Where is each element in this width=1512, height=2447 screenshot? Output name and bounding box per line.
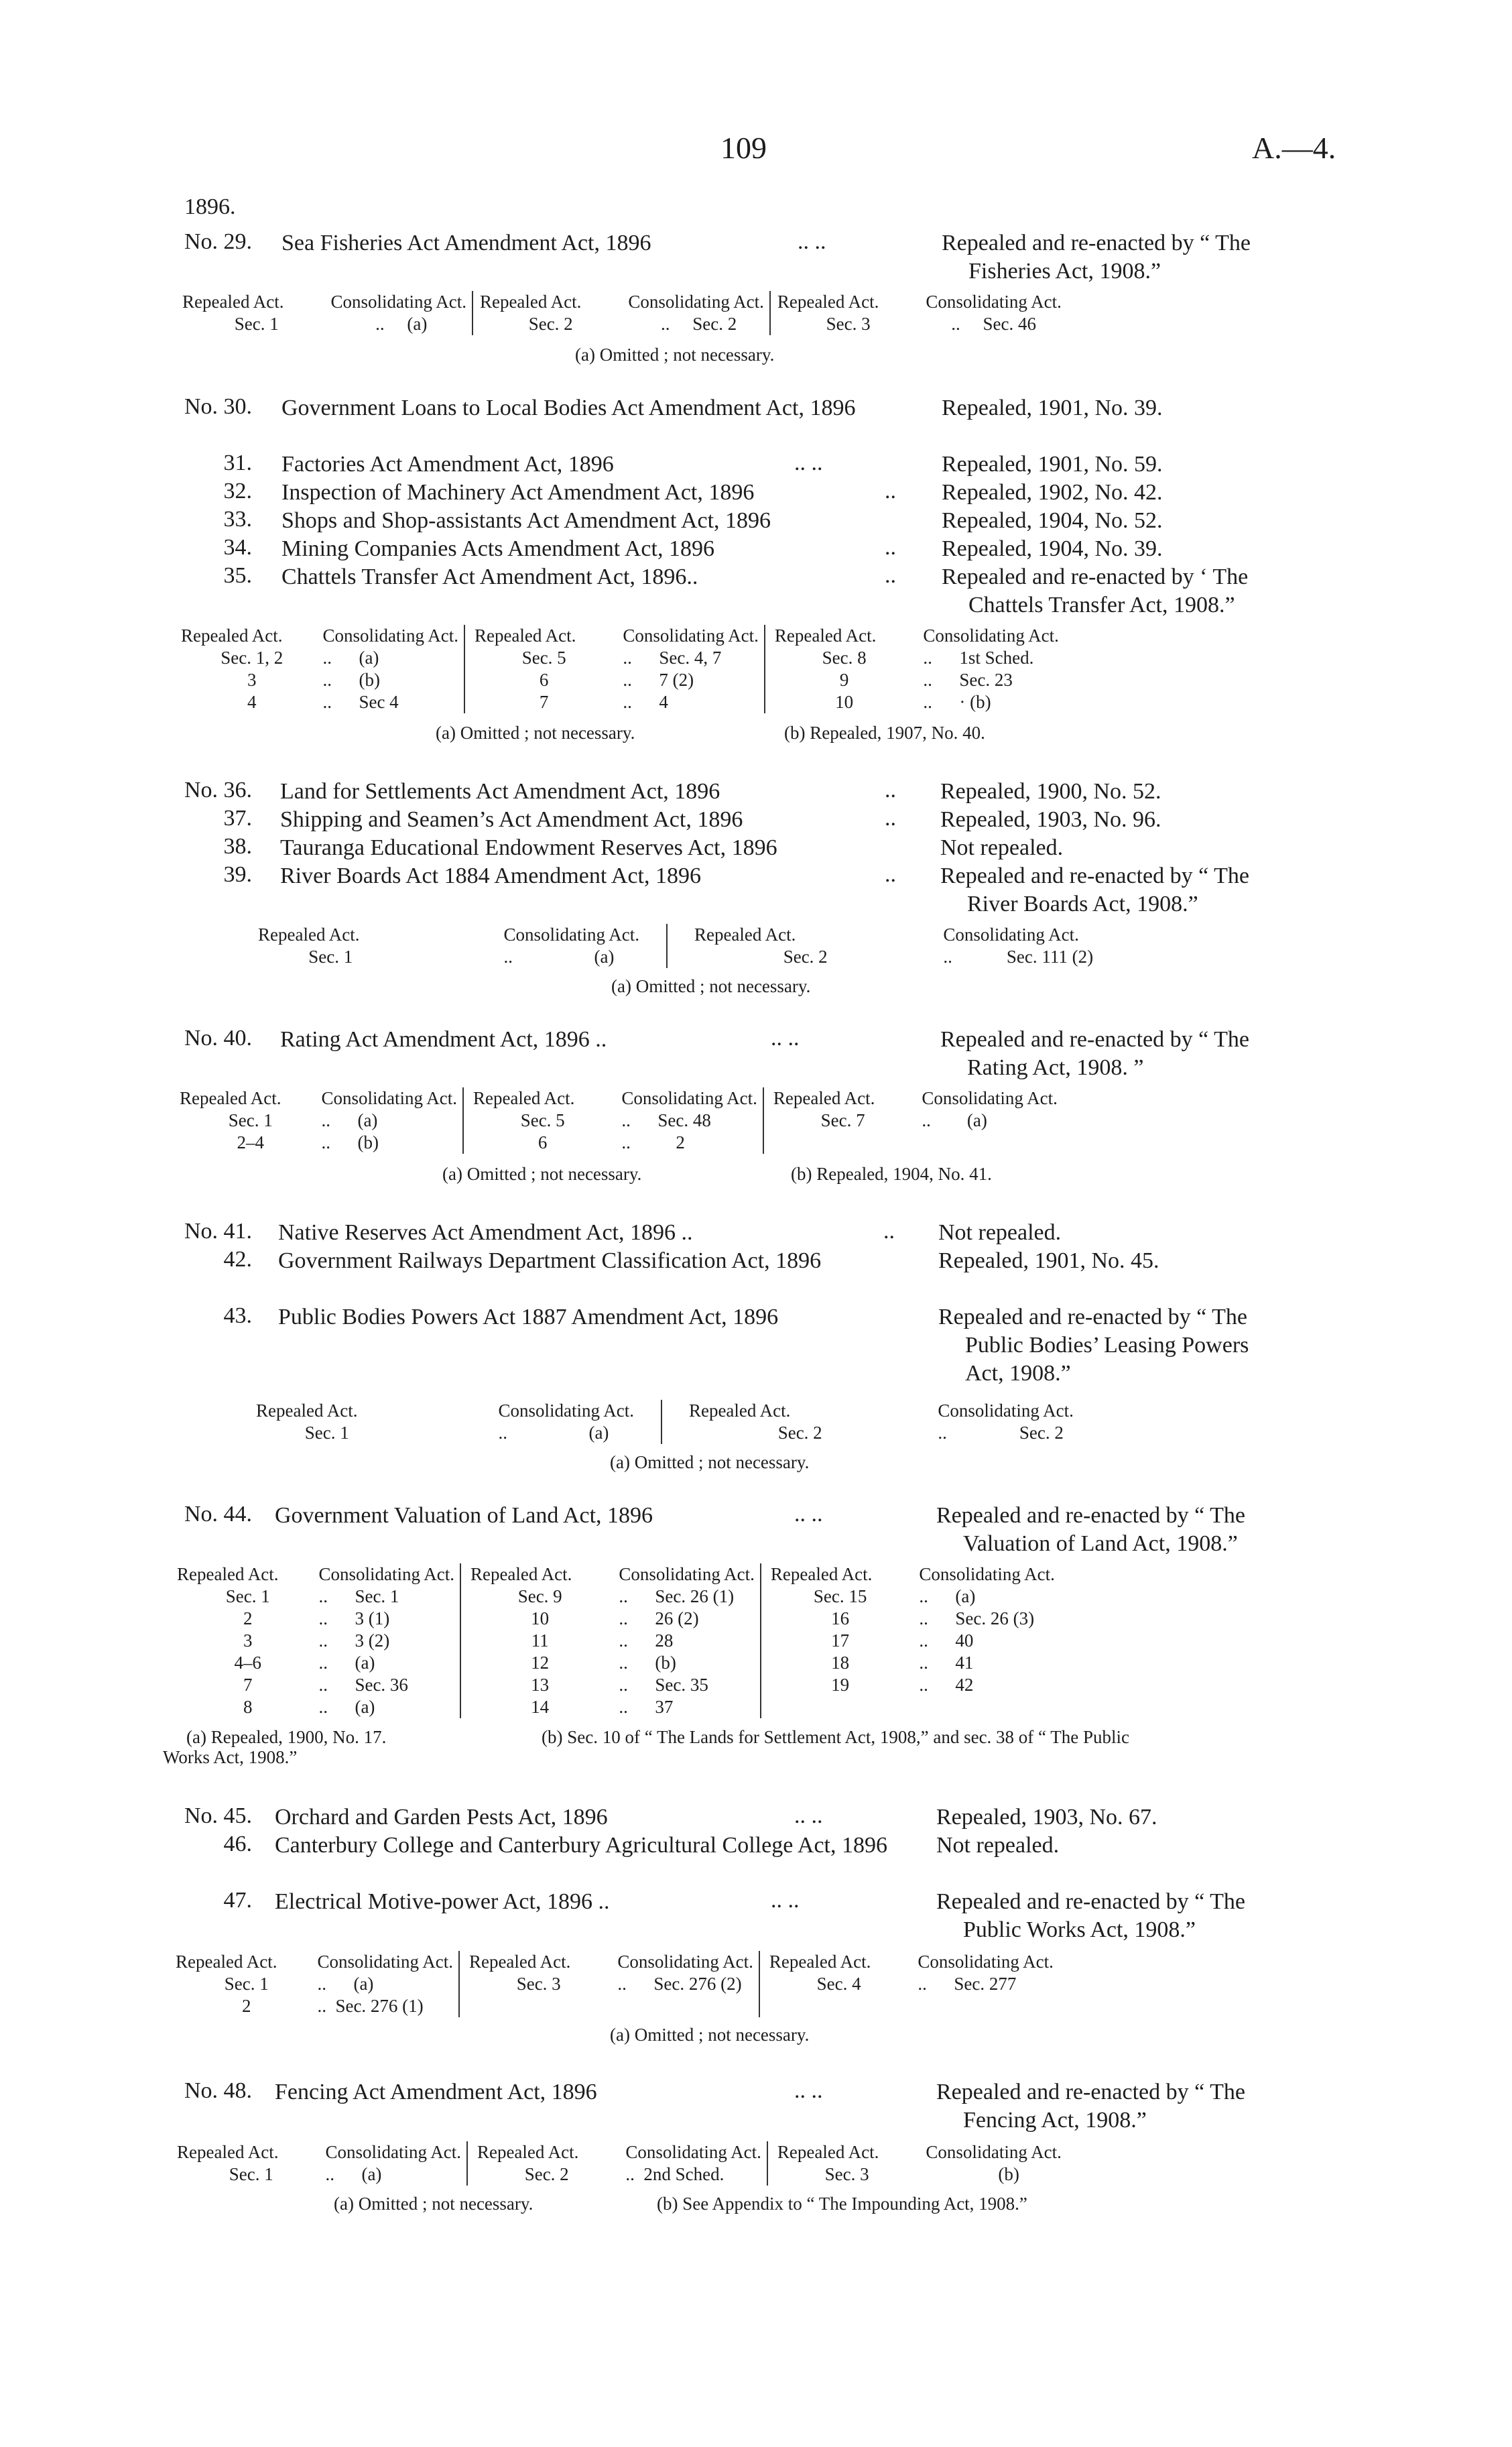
- table-row: [180, 1110, 1058, 1132]
- footnote: (a) Omitted ; not necessary.: [610, 2025, 810, 2045]
- status-line-2: Public Bodies’ Leasing Powers: [965, 1333, 1249, 1358]
- entry-number: 32.: [223, 479, 252, 503]
- consolidating-section: .. 3 (2): [318, 1630, 460, 1652]
- consolidating-section: .. (a): [922, 1110, 987, 1130]
- consolidating-section: .. Sec. 277: [918, 1974, 1017, 1994]
- act-status: [942, 229, 1350, 286]
- consolidating-section: .. (a): [330, 313, 472, 335]
- leader-dots: ..: [885, 862, 896, 887]
- act-title: Fencing Act Amendment Act, 1896: [275, 2080, 597, 2104]
- act-status: Repealed, 1904, No. 52.: [942, 508, 1163, 533]
- consolidating-section: .. Sec. 35: [619, 1674, 761, 1696]
- status-line-1: Repealed and re-enacted by “ The: [936, 2080, 1245, 2104]
- consolidating-section: .. 42: [919, 1675, 974, 1695]
- repealed-section: Sec. 1: [308, 947, 353, 967]
- status-line-1: Repealed and re-enacted by ‘ The: [942, 564, 1249, 589]
- act-title: Native Reserves Act Amendment Act, 1896 ..: [278, 1220, 693, 1245]
- repealed-section: 13: [531, 1675, 550, 1695]
- leader-dots: ..: [885, 806, 896, 831]
- leader-dots: .. ..: [771, 1888, 800, 1913]
- consolidating-section: .. 37: [619, 1696, 761, 1718]
- entry-number: 46.: [223, 1832, 252, 1856]
- table-header-row: [256, 1400, 1074, 1422]
- repealed-section: 7: [539, 692, 549, 712]
- leader-dots: .. ..: [798, 229, 826, 254]
- footnote: (a) Omitted ; not necessary.: [575, 345, 775, 365]
- entry-number: No. 30.: [184, 394, 252, 419]
- consolidating-section: .. 2nd Sched.: [625, 2163, 767, 2186]
- column-header: Repealed Act.: [477, 2142, 579, 2162]
- entry-number: 31.: [223, 451, 252, 475]
- consolidating-section: .. (a): [498, 1422, 662, 1444]
- entry-number: No. 36.: [184, 778, 252, 802]
- section-table-39: [258, 924, 1093, 968]
- act-status: Repealed, 1901, No. 39.: [942, 396, 1163, 420]
- consolidating-section: .. Sec. 4, 7: [623, 647, 765, 669]
- act-title: Factories Act Amendment Act, 1896: [281, 452, 614, 477]
- act-status: [940, 1026, 1349, 1082]
- column-header: Consolidating Act.: [318, 1563, 460, 1586]
- consolidating-section: .. (a): [321, 1110, 463, 1132]
- section-table-43: [256, 1400, 1074, 1444]
- act-status: Repealed, 1901, No. 45.: [938, 1248, 1159, 1273]
- status-line-2: Chattels Transfer Act, 1908.”: [968, 593, 1235, 617]
- column-header: Consolidating Act.: [623, 625, 765, 647]
- table-row: [182, 313, 1062, 335]
- consolidating-section: .. 26 (2): [619, 1608, 761, 1630]
- repealed-section: 9: [839, 670, 849, 690]
- consolidating-section: .. Sec. 36: [318, 1674, 460, 1696]
- repealed-section: Sec. 1: [224, 1974, 269, 1994]
- table-row: [176, 1973, 1054, 1995]
- column-header: Consolidating Act.: [503, 924, 667, 946]
- act-title: Orchard and Garden Pests Act, 1896: [275, 1805, 608, 1830]
- status-line-1: Repealed and re-enacted by “ The: [936, 1503, 1245, 1528]
- repealed-section: 3: [247, 670, 257, 690]
- repealed-section: 14: [531, 1697, 550, 1717]
- repealed-section: Sec. 9: [517, 1586, 562, 1606]
- footnote: (b) Sec. 10 of “ The Lands for Settlement Act, 1908,” and sec. 38 of “ The Public: [542, 1727, 1130, 1747]
- act-title: Sea Fisheries Act Amendment Act, 1896: [281, 231, 651, 255]
- consolidating-section: .. (b): [619, 1652, 761, 1674]
- footnote: (a) Repealed, 1900, No. 17.: [186, 1727, 387, 1747]
- section-table-44: [177, 1563, 1055, 1718]
- leader-dots: ..: [885, 563, 896, 588]
- act-status: Repealed, 1902, No. 42.: [942, 480, 1163, 505]
- repealed-section: 7: [243, 1675, 253, 1695]
- consolidating-section: .. (a): [318, 1696, 460, 1718]
- act-status: [936, 1888, 1345, 1944]
- consolidating-section: .. 4: [623, 691, 765, 713]
- repealed-section: 8: [243, 1697, 253, 1717]
- leader-dots: ..: [883, 1219, 895, 1244]
- repealed-section: 3: [243, 1630, 253, 1651]
- repealed-section: Sec. 2: [528, 314, 573, 334]
- column-header: Repealed Act.: [182, 292, 284, 312]
- repealed-section: 6: [539, 670, 549, 690]
- table-header-row: [182, 291, 1062, 313]
- table-row: [256, 1422, 1074, 1444]
- act-title: Government Valuation of Land Act, 1896: [275, 1503, 653, 1528]
- leader-dots: .. ..: [794, 451, 823, 475]
- footnote-continued: Works Act, 1908.”: [163, 1747, 298, 1767]
- status-line-2: Valuation of Land Act, 1908.”: [963, 1531, 1238, 1556]
- repealed-section: 12: [531, 1653, 550, 1673]
- table-header-row: [180, 1087, 1058, 1110]
- act-status: Not repealed.: [938, 1220, 1062, 1245]
- leader-dots: .. ..: [771, 1026, 800, 1051]
- table-row: [177, 1586, 1055, 1608]
- consolidating-section: .. Sec. 46: [951, 314, 1036, 334]
- consolidating-section: .. Sec. 2: [938, 1423, 1064, 1443]
- entry-number: 35.: [223, 563, 252, 588]
- repealed-section: Sec. 1: [225, 1586, 270, 1606]
- column-header: Consolidating Act.: [498, 1400, 662, 1422]
- status-line-1: Repealed and re-enacted by “ The: [940, 1027, 1249, 1052]
- table-row: [177, 2163, 1062, 2186]
- act-title: Canterbury College and Canterbury Agricultural College Act, 1896: [275, 1833, 887, 1858]
- repealed-section: 11: [531, 1630, 549, 1651]
- entry-number: 38.: [223, 834, 252, 859]
- footnote: (b) Repealed, 1904, No. 41.: [791, 1164, 992, 1184]
- consolidating-section: .. Sec. 26 (3): [919, 1608, 1035, 1628]
- entry-number: No. 48.: [184, 2078, 252, 2103]
- act-status: Repealed, 1901, No. 59.: [942, 452, 1163, 477]
- consolidating-section: .. (a): [503, 946, 667, 968]
- consolidating-section: .. (a): [919, 1586, 976, 1606]
- table-row: [181, 691, 1059, 713]
- column-header: Repealed Act.: [176, 1952, 277, 1972]
- footnote: (b) See Appendix to “ The Impounding Act, 1908.”: [657, 2194, 1027, 2214]
- consolidating-section: .. 7 (2): [623, 669, 765, 691]
- repealed-section: Sec. 3: [826, 314, 871, 334]
- entry-number: 42.: [223, 1247, 252, 1272]
- repealed-section: 2: [243, 1608, 253, 1628]
- column-header: Consolidating Act.: [943, 924, 1079, 945]
- consolidating-section: (b): [998, 2164, 1019, 2184]
- year-heading: 1896.: [184, 194, 236, 219]
- table-header-row: [258, 924, 1093, 946]
- consolidating-section: .. 3 (1): [318, 1608, 460, 1630]
- consolidating-section: .. (b): [321, 1132, 463, 1154]
- repealed-section: 10: [835, 692, 854, 712]
- column-header: Consolidating Act.: [922, 1088, 1058, 1108]
- entry-number: No. 29.: [184, 229, 252, 254]
- entry-number: No. 41.: [184, 1219, 252, 1244]
- table-row: [180, 1132, 1058, 1154]
- column-header: Repealed Act.: [777, 292, 879, 312]
- status-line-1: Repealed and re-enacted by “ The: [936, 1889, 1245, 1914]
- status-line-1: Repealed and re-enacted by “ The: [940, 863, 1249, 888]
- act-status: [940, 862, 1349, 918]
- repealed-section: Sec. 4: [816, 1974, 861, 1994]
- consolidating-section: .. (b): [322, 669, 464, 691]
- status-line-1: Repealed and re-enacted by “ The: [938, 1305, 1247, 1329]
- column-header: Repealed Act.: [474, 625, 576, 646]
- consolidating-section: .. Sec. 1: [318, 1586, 460, 1608]
- act-status: Repealed, 1900, No. 52.: [940, 779, 1161, 804]
- column-header: Repealed Act.: [177, 1564, 279, 1584]
- column-header: Consolidating Act.: [926, 292, 1062, 312]
- entry-number: 39.: [223, 862, 252, 887]
- section-rows: [177, 1586, 1055, 1718]
- column-header: Repealed Act.: [470, 1564, 572, 1584]
- column-header: Repealed Act.: [479, 292, 582, 312]
- act-status: Repealed, 1904, No. 39.: [942, 536, 1163, 561]
- column-header: Repealed Act.: [774, 625, 877, 646]
- repealed-section: Sec. 3: [516, 1974, 561, 1994]
- column-header: Consolidating Act.: [628, 291, 770, 313]
- repealed-section: Sec. 1: [228, 1110, 273, 1130]
- page-number: 109: [720, 131, 767, 165]
- act-title: Chattels Transfer Act Amendment Act, 1896..: [281, 564, 698, 589]
- table-row: [258, 946, 1093, 968]
- entry-number: 47.: [223, 1888, 252, 1913]
- act-title: Shops and Shop-assistants Act Amendment Act, 1896: [281, 508, 771, 533]
- consolidating-section: .. 2: [621, 1132, 763, 1154]
- act-status: [942, 563, 1350, 619]
- leader-dots: ..: [885, 778, 896, 802]
- consolidating-section: .. · (b): [923, 692, 991, 712]
- column-header: Repealed Act.: [688, 1400, 791, 1421]
- entry-number: No. 44.: [184, 1502, 252, 1527]
- act-title: River Boards Act 1884 Amendment Act, 1896: [280, 863, 701, 888]
- entry-number: 37.: [223, 806, 252, 831]
- repealed-section: 2–4: [237, 1132, 264, 1152]
- footnote: (a) Omitted ; not necessary.: [442, 1164, 642, 1184]
- act-status: Repealed, 1903, No. 67.: [936, 1805, 1157, 1830]
- footnote: (b) Repealed, 1907, No. 40.: [784, 723, 985, 743]
- consolidating-section: .. (a): [325, 2163, 467, 2186]
- consolidating-section: .. Sec. 2: [628, 313, 770, 335]
- footnote: (a) Omitted ; not necessary.: [334, 2194, 533, 2214]
- section-table-47: [176, 1951, 1054, 2017]
- column-header: Consolidating Act.: [625, 2141, 767, 2163]
- table-row: [181, 647, 1059, 669]
- footnote: (a) Omitted ; not necessary.: [610, 1452, 810, 1472]
- section-table-35: [181, 625, 1059, 713]
- act-status: [936, 2078, 1345, 2135]
- column-header: Repealed Act.: [472, 1088, 575, 1108]
- column-header: Repealed Act.: [468, 1952, 571, 1972]
- status-line-2: River Boards Act, 1908.”: [967, 892, 1198, 916]
- section-table-48: [177, 2141, 1062, 2186]
- repealed-section: Sec. 5: [521, 648, 566, 668]
- column-header: Repealed Act.: [769, 1952, 871, 1972]
- parliamentary-paper-reference: A.—4.: [1252, 131, 1336, 165]
- act-title: Mining Companies Acts Amendment Act, 1896: [281, 536, 714, 561]
- consolidating-section: .. Sec. 111 (2): [943, 947, 1094, 967]
- consolidating-section: .. 40: [919, 1630, 974, 1651]
- repealed-section: Sec. 1: [234, 314, 279, 334]
- column-header: Repealed Act.: [777, 2142, 879, 2162]
- table-header-row: [177, 1563, 1055, 1586]
- entry-number: 33.: [223, 507, 252, 532]
- act-status: [938, 1303, 1347, 1388]
- consolidating-section: .. Sec. 276 (1): [317, 1995, 459, 2017]
- table-row: [177, 1674, 1055, 1696]
- act-status: Repealed, 1903, No. 96.: [940, 807, 1161, 832]
- column-header: Consolidating Act.: [321, 1087, 463, 1110]
- consolidating-section: .. Sec. 23: [923, 670, 1013, 690]
- column-header: Repealed Act.: [773, 1088, 875, 1108]
- repealed-section: 10: [531, 1608, 550, 1628]
- act-status: Not repealed.: [940, 835, 1064, 860]
- repealed-section: 19: [831, 1675, 850, 1695]
- repealed-section: Sec. 2: [524, 2164, 569, 2184]
- leader-dots: .. ..: [794, 2078, 823, 2103]
- act-title: Public Bodies Powers Act 1887 Amendment Act, 1896: [278, 1305, 779, 1329]
- column-header: Consolidating Act.: [938, 1400, 1074, 1421]
- table-header-row: [181, 625, 1059, 647]
- act-title: Land for Settlements Act Amendment Act, 1896: [280, 779, 720, 804]
- entry-number: 43.: [223, 1303, 252, 1328]
- repealed-section: Sec. 1, 2: [220, 648, 284, 668]
- column-header: Repealed Act.: [256, 1400, 358, 1421]
- table-row: [177, 1696, 1055, 1718]
- repealed-section: Sec. 8: [822, 648, 867, 668]
- table-row: [176, 1995, 1054, 2017]
- entry-number: No. 40.: [184, 1026, 252, 1051]
- column-header: Consolidating Act.: [919, 1564, 1055, 1584]
- entry-number: No. 45.: [184, 1803, 252, 1828]
- status-line-1: Repealed and re-enacted by “ The: [942, 231, 1251, 255]
- column-header: Repealed Act.: [177, 2142, 279, 2162]
- leader-dots: ..: [885, 535, 896, 560]
- column-header: Consolidating Act.: [918, 1952, 1054, 1972]
- repealed-section: 4: [247, 692, 257, 712]
- leader-dots: .. ..: [794, 1803, 823, 1828]
- consolidating-section: .. (a): [317, 1973, 459, 1995]
- act-title: Government Railways Department Classification Act, 1896: [278, 1248, 822, 1273]
- table-row: [177, 1608, 1055, 1630]
- consolidating-section: .. (a): [322, 647, 464, 669]
- act-title: Inspection of Machinery Act Amendment Act, 1896: [281, 480, 755, 505]
- repealed-section: 17: [831, 1630, 850, 1651]
- table-row: [181, 669, 1059, 691]
- column-header: Consolidating Act.: [322, 625, 464, 647]
- leader-dots: .. ..: [794, 1502, 823, 1527]
- act-title: Government Loans to Local Bodies Act Amendment Act, 1896: [281, 396, 856, 420]
- repealed-section: Sec. 2: [777, 1423, 822, 1443]
- repealed-section: Sec. 2: [783, 947, 828, 967]
- repealed-section: Sec. 5: [520, 1110, 565, 1130]
- repealed-section: 2: [241, 1996, 251, 2016]
- repealed-section: Sec. 15: [813, 1586, 867, 1606]
- consolidating-section: .. Sec. 276 (2): [617, 1973, 759, 1995]
- act-title: Shipping and Seamen’s Act Amendment Act, 1896: [280, 807, 743, 832]
- entry-number: 34.: [223, 535, 252, 560]
- status-line-2: Public Works Act, 1908.”: [963, 1917, 1196, 1942]
- column-header: Repealed Act.: [258, 924, 360, 945]
- column-header: Consolidating Act.: [619, 1563, 761, 1586]
- status-line-2: Fisheries Act, 1908.”: [968, 259, 1161, 284]
- column-header: Consolidating Act.: [617, 1951, 759, 1973]
- column-header: Consolidating Act.: [926, 2142, 1062, 2162]
- repealed-section: Sec. 1: [304, 1423, 349, 1443]
- column-header: Repealed Act.: [180, 1088, 281, 1108]
- repealed-section: 18: [831, 1653, 850, 1673]
- consolidating-section: .. Sec. 48: [621, 1110, 763, 1132]
- column-header: Consolidating Act.: [317, 1951, 459, 1973]
- status-line-2: Fencing Act, 1908.”: [963, 2108, 1147, 2133]
- act-title: Rating Act Amendment Act, 1896 ..: [280, 1027, 607, 1052]
- status-line-2: Rating Act, 1908. ”: [967, 1055, 1144, 1080]
- consolidating-section: .. Sec. 26 (1): [619, 1586, 761, 1608]
- repealed-section: 4–6: [234, 1653, 261, 1673]
- repealed-section: Sec. 7: [820, 1110, 865, 1130]
- column-header: Consolidating Act.: [330, 291, 472, 313]
- repealed-section: Sec. 3: [824, 2164, 869, 2184]
- column-header: Consolidating Act.: [621, 1087, 763, 1110]
- section-table-29: [182, 291, 1062, 335]
- repealed-section: Sec. 1: [229, 2164, 273, 2184]
- act-title: Electrical Motive-power Act, 1896 ..: [275, 1889, 610, 1914]
- column-header: Repealed Act.: [770, 1564, 873, 1584]
- footnote: (a) Omitted ; not necessary.: [436, 723, 635, 743]
- column-header: Consolidating Act.: [325, 2141, 467, 2163]
- status-line-3: Act, 1908.”: [965, 1361, 1071, 1386]
- act-status: Not repealed.: [936, 1833, 1060, 1858]
- footnote: (a) Omitted ; not necessary.: [611, 976, 811, 996]
- section-table-40: [180, 1087, 1058, 1154]
- consolidating-section: .. 1st Sched.: [923, 648, 1034, 668]
- leader-dots: ..: [885, 479, 896, 503]
- consolidating-section: .. (a): [318, 1652, 460, 1674]
- column-header: Consolidating Act.: [923, 625, 1059, 646]
- repealed-section: 16: [831, 1608, 850, 1628]
- consolidating-section: .. 28: [619, 1630, 761, 1652]
- table-row: [177, 1652, 1055, 1674]
- repealed-section: 6: [538, 1132, 548, 1152]
- consolidating-section: .. 41: [919, 1653, 974, 1673]
- column-header: Repealed Act.: [181, 625, 283, 646]
- consolidating-section: .. Sec 4: [322, 691, 464, 713]
- table-row: [177, 1630, 1055, 1652]
- act-status: [936, 1502, 1345, 1558]
- act-title: Tauranga Educational Endowment Reserves Act, 1896: [280, 835, 777, 860]
- column-header: Repealed Act.: [694, 924, 796, 945]
- table-header-row: [177, 2141, 1062, 2163]
- table-header-row: [176, 1951, 1054, 1973]
